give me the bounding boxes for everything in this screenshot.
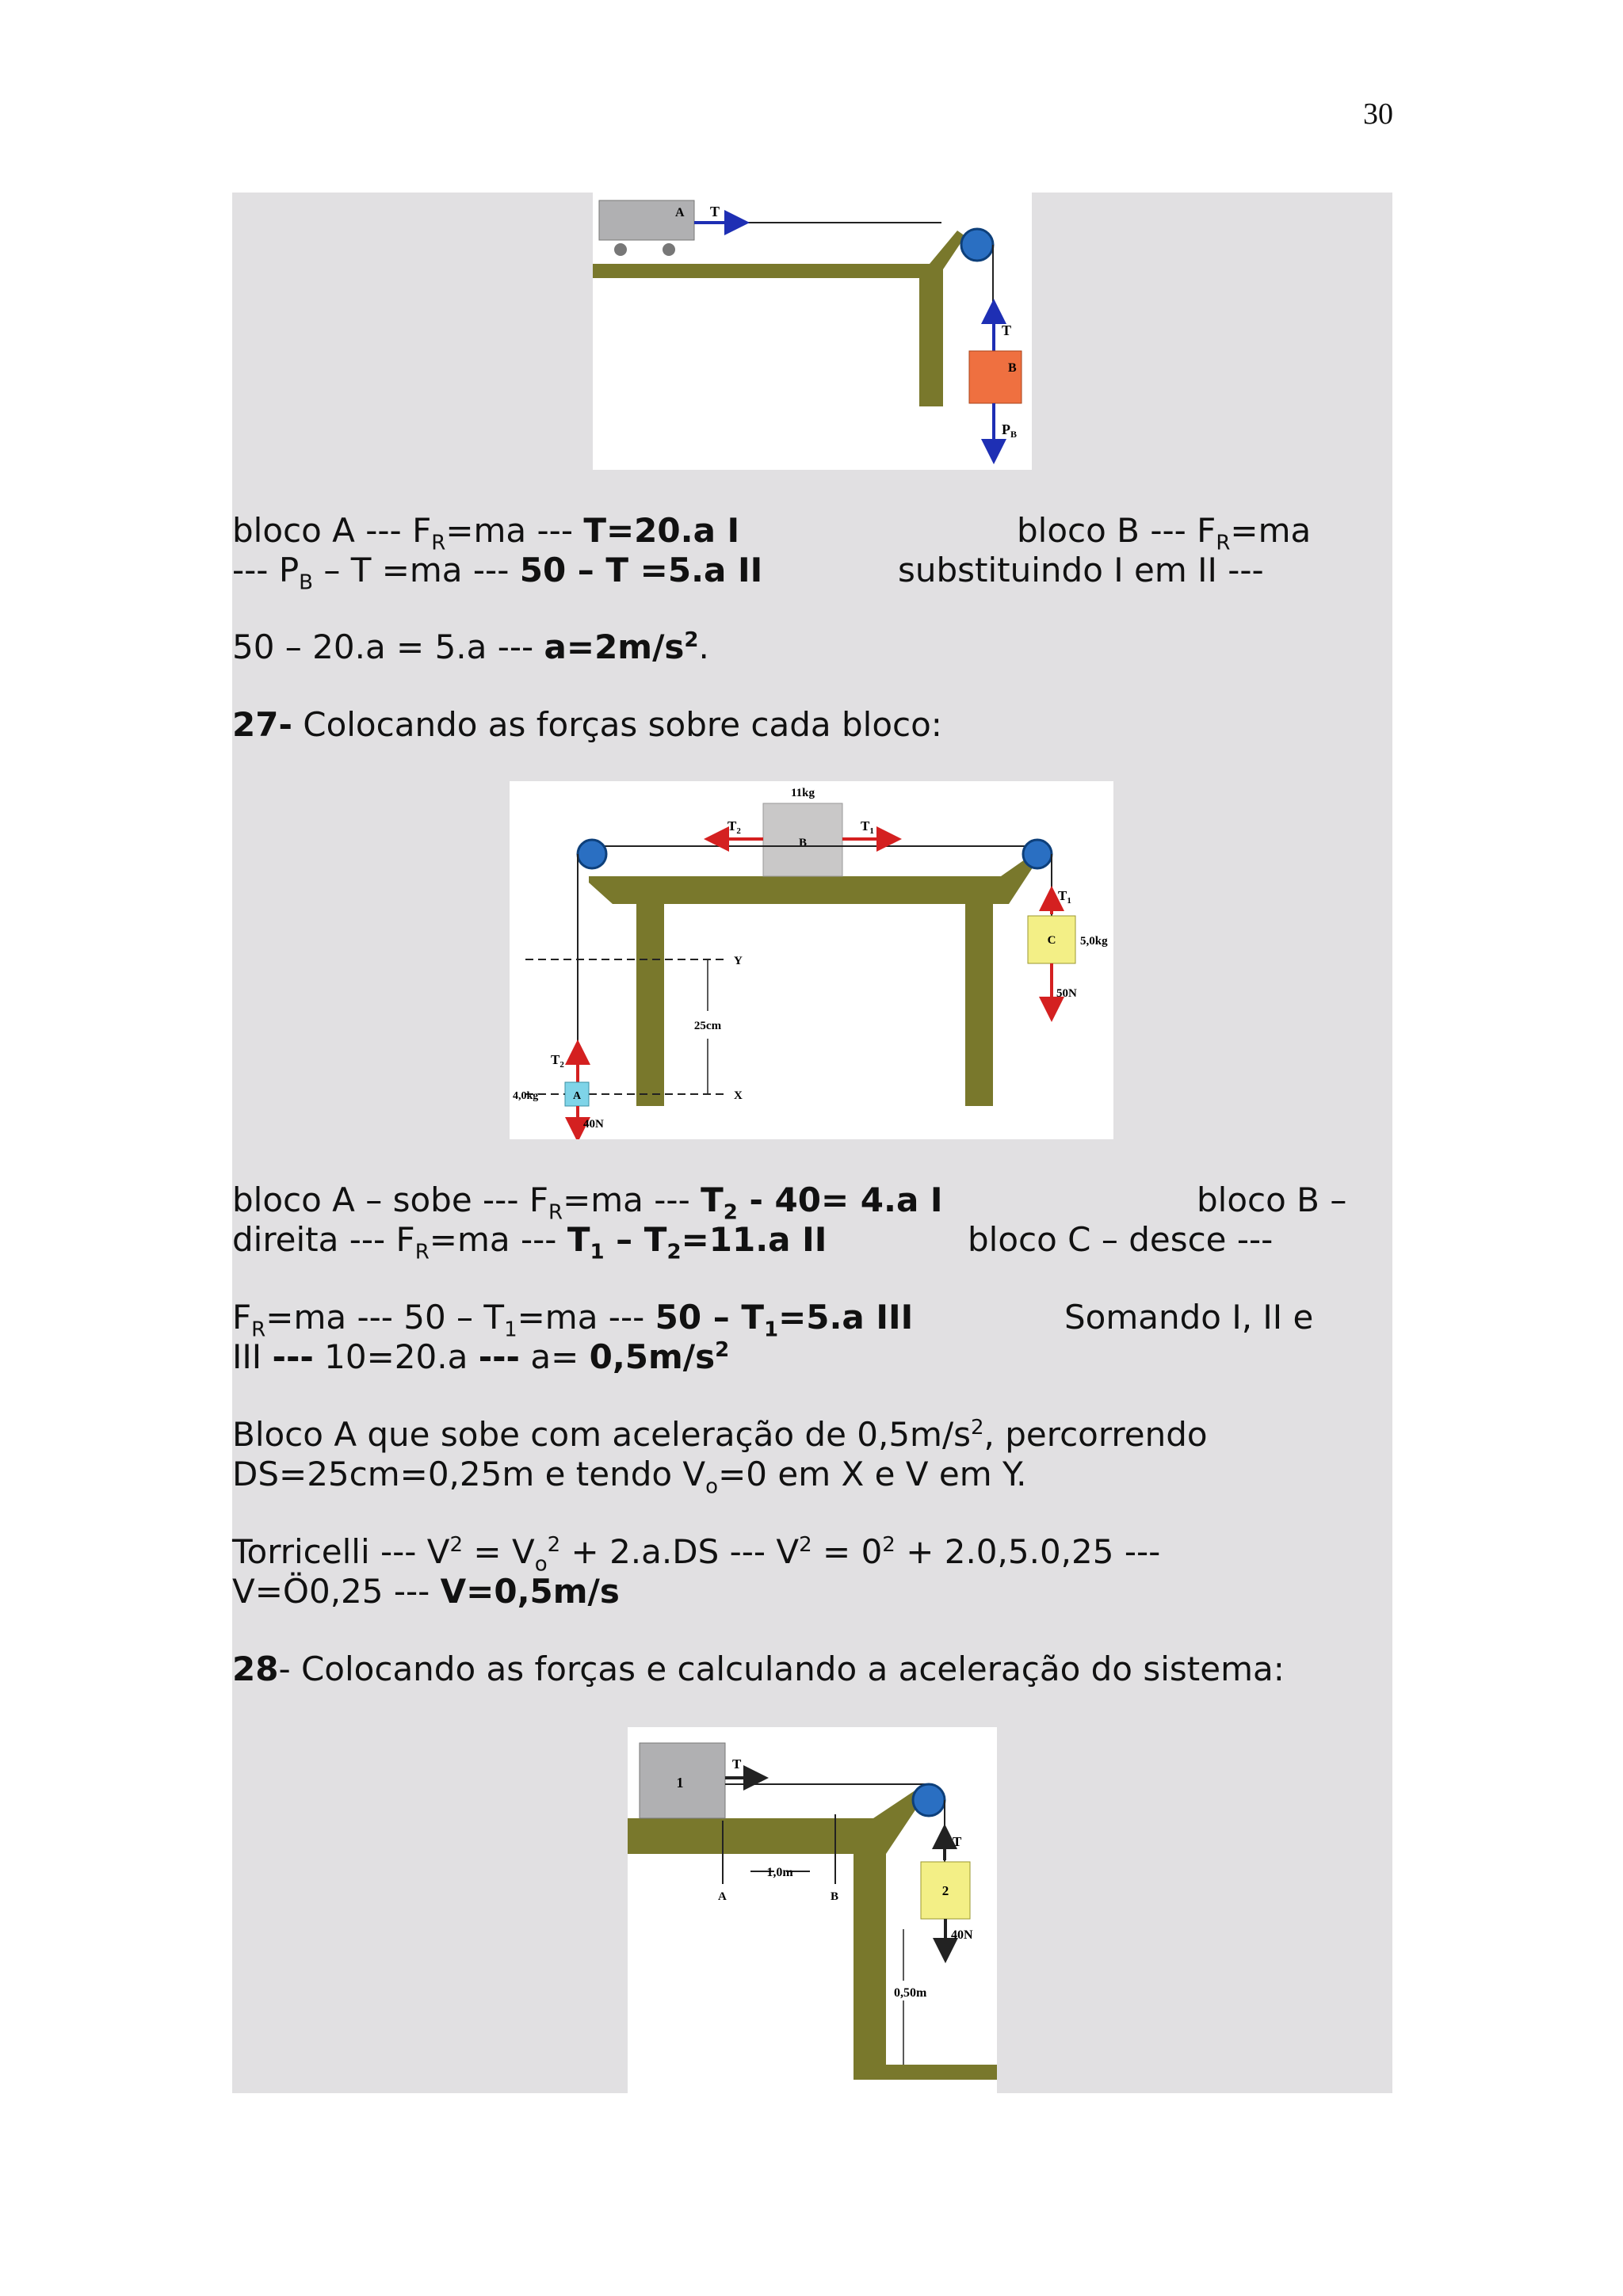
point-b-label: B [831, 1890, 839, 1903]
table-3 [628, 1787, 997, 2080]
figure-pulley-2 [510, 781, 1113, 1139]
block-a-label: A [675, 206, 685, 219]
pulley-left [578, 840, 606, 868]
question-28-heading: 28- Colocando as forças e calculando a aceleração do sistema: [232, 1650, 1285, 1688]
block-b-1 [969, 351, 1022, 403]
block-b2-label: B [798, 837, 808, 849]
question-27-heading: 27- Colocando as forças sobre cada bloco: [232, 705, 942, 744]
weight-c-label: 50N [1056, 987, 1077, 1000]
block-b-label: B [1008, 361, 1017, 375]
mass-c-label: 5,0kg [1080, 935, 1108, 948]
text-line-4: bloco A – sobe --- $F_R=ma$ --- $T_2 - 40= 4.a$ I bloco B – [232, 1180, 1347, 1225]
table-1 [593, 231, 965, 406]
t1-label-c: $T_1$ [1058, 888, 1071, 906]
point-a-label: A [718, 1890, 727, 1903]
height-label: 0,50m [894, 1986, 927, 2000]
block-1-label: 1 [676, 1775, 684, 1791]
weight-a-label: 40N [583, 1118, 604, 1131]
wheel-left [614, 243, 627, 256]
text-line-2: --- $P_B - T =ma$ --- 50 – T =5.a II substituindo I em II --- [232, 551, 1264, 595]
text-line-11: V=Ö0,25 --- V=0,5m/s [232, 1572, 620, 1611]
figure-pulley-1 [593, 193, 1032, 470]
tension-label-a: T [710, 204, 720, 219]
tension-label-1: T [732, 1756, 742, 1772]
text-line-3: 50 – 20.a = 5.a --- $a=2m/s^2$. [232, 627, 709, 666]
tension-label-2: T [953, 1834, 962, 1849]
weight-2-label: 40N [951, 1928, 973, 1942]
tension-label-b: T [1002, 322, 1012, 338]
point-x-label: X [734, 1089, 743, 1102]
pulley-3 [913, 1784, 945, 1816]
mass-b-label: 11kg [790, 787, 815, 799]
t1-label-top: $T_1$ [861, 818, 874, 836]
text-line-10: Torricelli --- $V^2 = V_o^2 + 2.a.DS$ --- $V^2 = 0^2 + 2.0,5.0,25$ --- [232, 1532, 1161, 1577]
block-2-label: 2 [941, 1883, 949, 1898]
text-line-8: Bloco A que sobe com aceleração de $0,5m/s^2$, percorrendo [232, 1415, 1208, 1454]
figure-pulley-3 [628, 1727, 997, 2093]
mass-a-label: 4,0kg [513, 1090, 539, 1102]
block-a2-label: A [572, 1090, 582, 1102]
table-2 [589, 854, 1037, 1106]
t2-label-top: $T_2$ [727, 818, 741, 836]
block-c-label: C [1047, 934, 1056, 947]
text-line-5: direita --- $F_R=ma$ --- $T_1 - T_2=11.a$ II bloco C – desce --- [232, 1220, 1274, 1264]
pulley-1 [961, 229, 993, 261]
text-line-1: bloco A --- $F_R=ma$ --- T=20.a I bloco B --- $F_R=ma$ [232, 511, 1312, 555]
page-number: 30 [1363, 97, 1393, 131]
text-line-6: $F_R=ma$ --- $50 - T_1=ma$ --- $50 - T_1=5.a$ III Somando I, II e [232, 1298, 1314, 1342]
text-line-7: III --- 10=20.a --- $a= 0,5m/s^2$ [232, 1337, 730, 1376]
wheel-right [663, 243, 675, 256]
text-line-9: DS=25cm=0,25m e tendo $V_o=0$ em X e V em Y. [232, 1455, 1027, 1499]
distance-ab-label: 1,0m [766, 1866, 793, 1879]
t2-label-a: $T_2$ [551, 1052, 564, 1070]
point-y-label: Y [734, 955, 743, 967]
distance-label: 25cm [693, 1020, 722, 1032]
weight-label-b: $P_B$ [1002, 421, 1018, 440]
pulley-right [1023, 840, 1052, 868]
